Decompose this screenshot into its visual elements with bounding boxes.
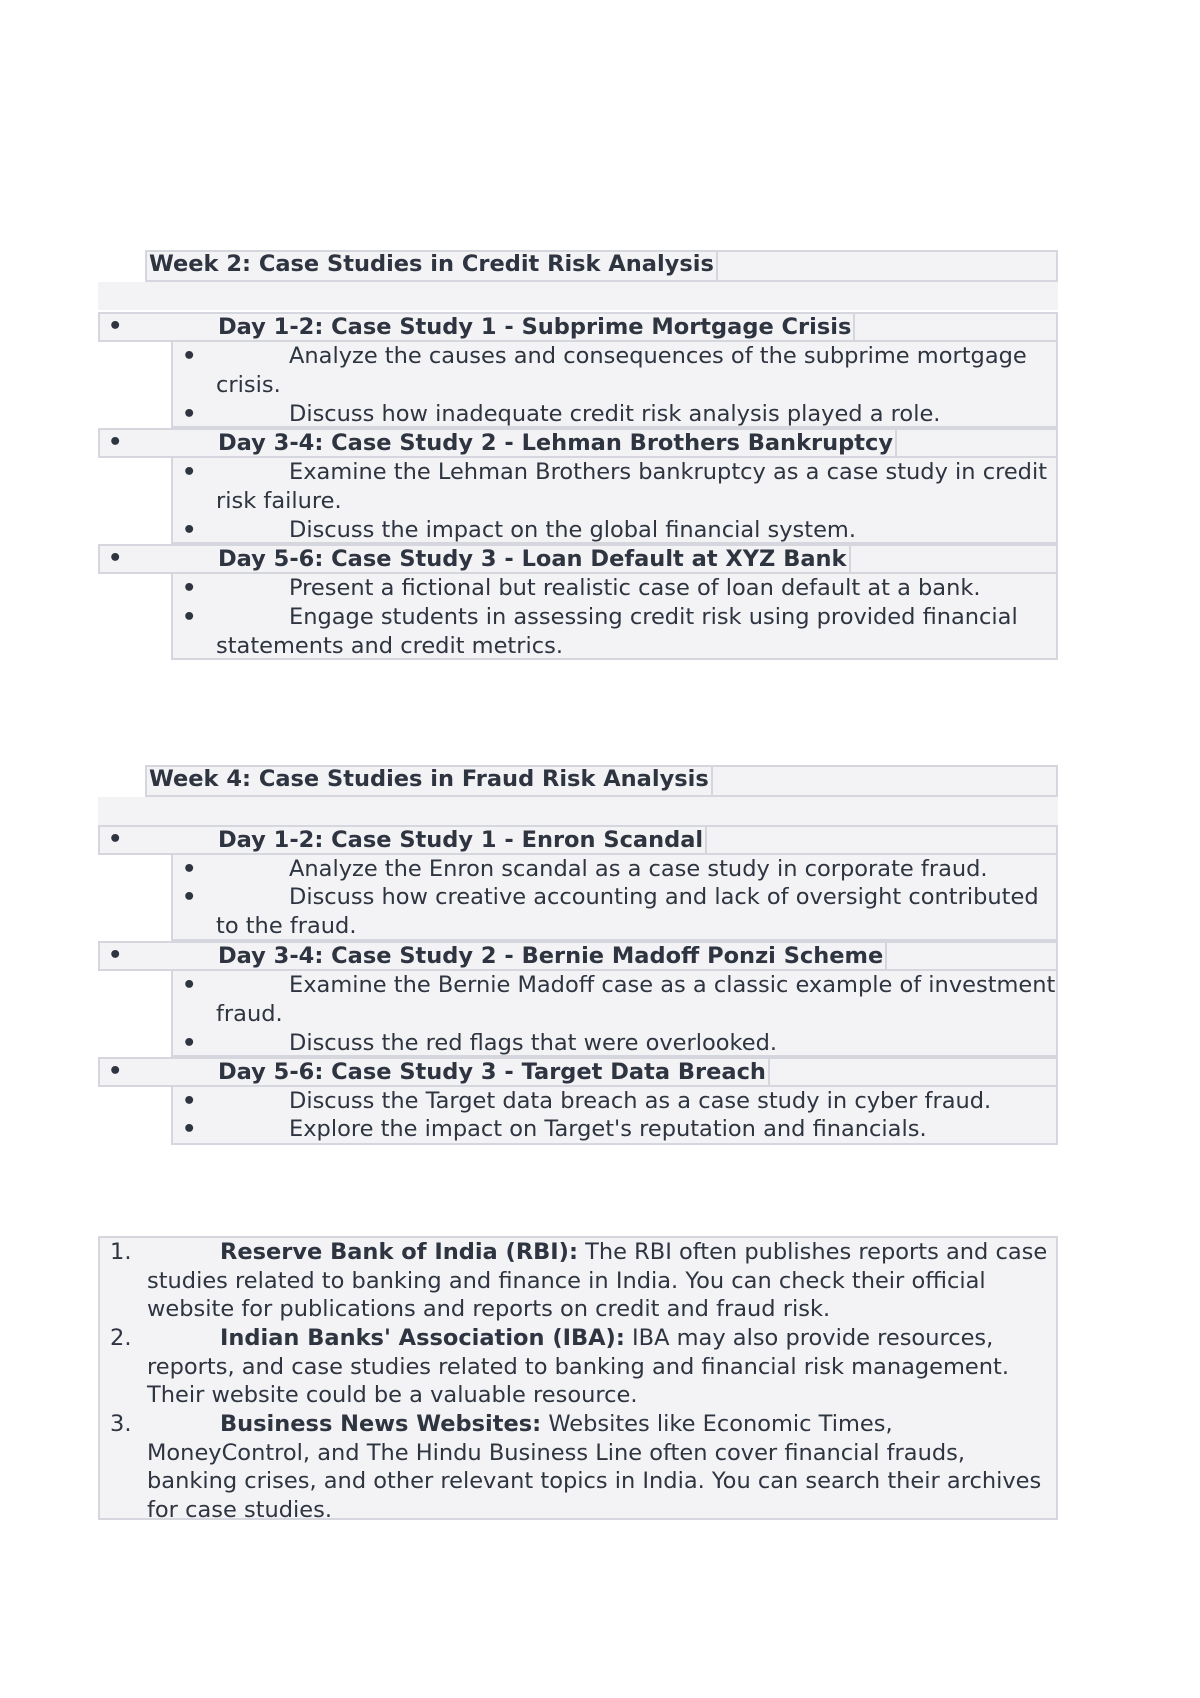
bullet-icon: • xyxy=(108,429,123,455)
bullet-icon: • xyxy=(108,826,123,852)
week4-day3-label: Day 5-6: Case Study 3 - Target Data Breach xyxy=(216,1058,770,1088)
list-item: Analyze the Enron scandal as a case study in corporate fraud. xyxy=(289,856,988,882)
week4-day2-label: Day 3-4: Case Study 2 - Bernie Madoff Ponzi Scheme xyxy=(216,942,887,972)
item-number: 2. xyxy=(110,1325,132,1351)
week4-title: Week 4: Case Studies in Fraud Risk Analysis xyxy=(147,765,713,797)
list-item: Explore the impact on Target's reputation and financials. xyxy=(289,1116,927,1142)
list-item: Discuss the impact on the global financial system. xyxy=(289,517,857,543)
list-item: Discuss how inadequate credit risk analysis played a role. xyxy=(289,401,941,427)
bullet-icon: • xyxy=(182,1088,197,1114)
list-item: Analyze the causes and consequences of the subprime mortgage crisis. xyxy=(216,343,1027,398)
list-item: Discuss the Target data breach as a case study in cyber fraud. xyxy=(289,1088,992,1114)
bullet-icon: • xyxy=(182,856,197,882)
resource-name: Business News Websites: xyxy=(220,1411,542,1437)
bullet-icon: • xyxy=(182,884,197,910)
week4-spacer xyxy=(98,797,1058,825)
bullet-icon: • xyxy=(108,545,123,571)
list-item: Examine the Bernie Madoff case as a classic example of investment fraud. xyxy=(216,972,1056,1027)
bullet-icon: • xyxy=(182,459,197,485)
week2-day1-label: Day 1-2: Case Study 1 - Subprime Mortgage Crisis xyxy=(216,313,855,343)
resource-name: Indian Banks' Association (IBA): xyxy=(220,1325,625,1351)
bullet-icon: • xyxy=(182,1030,197,1056)
bullet-icon: • xyxy=(182,517,197,543)
list-item: Discuss the red flags that were overlooked. xyxy=(289,1030,778,1056)
resource-text xyxy=(147,1324,1057,1410)
week2-spacer xyxy=(98,282,1058,310)
bullet-icon: • xyxy=(108,313,123,339)
week4-day1-label: Day 1-2: Case Study 1 - Enron Scandal xyxy=(216,826,707,856)
bullet-icon: • xyxy=(182,575,197,601)
resource-description: The RBI often publishes reports and case studies related to banking and finance in India. You can check their official website for publications and reports on credit and fraud risk. xyxy=(147,1239,1048,1322)
bullet-icon: • xyxy=(182,604,197,630)
bullet-icon: • xyxy=(108,1058,123,1084)
week2-day2-label: Day 3-4: Case Study 2 - Lehman Brothers Bankruptcy xyxy=(216,429,897,459)
resource-description: Websites like Economic Times, MoneyControl, and The Hindu Business Line often cover financial frauds, banking crises, and other relevant topics in India. You can search their archives for case studies. xyxy=(147,1411,1042,1523)
bullet-icon: • xyxy=(182,1116,197,1142)
bullet-icon: • xyxy=(182,972,197,998)
bullet-icon: • xyxy=(182,343,197,369)
resource-description: IBA may also provide resources, reports, and case studies related to banking and financial risk management. Their website could be a valuable resource. xyxy=(147,1325,1009,1408)
week2-day3-label: Day 5-6: Case Study 3 - Loan Default at XYZ Bank xyxy=(216,545,851,575)
list-item: Present a fictional but realistic case of loan default at a bank. xyxy=(289,575,981,601)
item-number: 1. xyxy=(110,1239,132,1265)
list-item: Engage students in assessing credit risk using provided financial statements and credit metrics. xyxy=(216,604,1018,659)
resource-text xyxy=(147,1410,1057,1524)
resources-list xyxy=(98,1236,1058,1523)
bullet-icon: • xyxy=(182,401,197,427)
list-item: Discuss how creative accounting and lack of oversight contributed to the fraud. xyxy=(216,884,1039,939)
resource-text xyxy=(147,1238,1057,1324)
week2-title: Week 2: Case Studies in Credit Risk Analysis xyxy=(147,250,718,282)
list-item: Examine the Lehman Brothers bankruptcy as a case study in credit risk failure. xyxy=(216,459,1048,514)
bullet-icon: • xyxy=(108,942,123,968)
item-number: 3. xyxy=(110,1411,132,1437)
resource-name: Reserve Bank of India (RBI): xyxy=(220,1239,578,1265)
